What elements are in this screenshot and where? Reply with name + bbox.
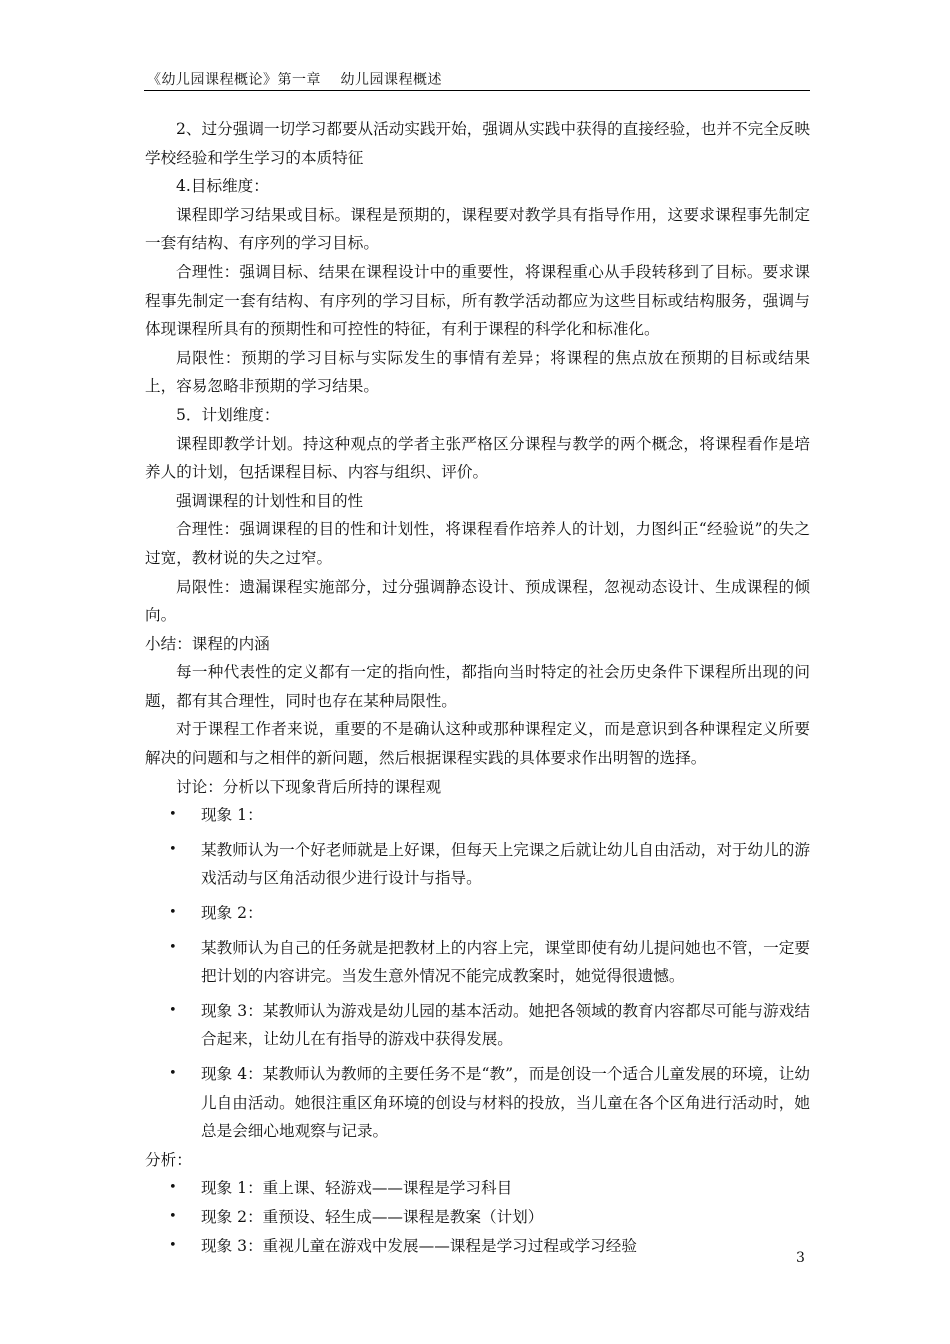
paragraph: 课程即学习结果或目标。课程是预期的，课程要对教学具有指导作用，这要求课程事先制定一套有结构、有序列的学习目标。 [145,205,810,253]
list-item-text: 现象 1： [201,806,263,825]
bullet-icon: • [169,841,177,857]
list-item [145,1232,810,1261]
analysis-list [145,1174,810,1260]
list-item-text: 现象 2： [201,904,263,923]
list-item-text: 某教师认为自己的任务就是把教材上的内容上完，课堂即使有幼儿提问她也不管，一定要把计划的内容讲完。当发生意外情况不能完成教案时，她觉得很遗憾。 [201,938,810,986]
list-item-text: 现象 2：重预设、轻生成——课程是教案（计划） [201,1207,544,1226]
list-item-text: 现象 1：重上课、轻游戏——课程是学习科目 [201,1179,513,1198]
list-item [145,836,810,893]
paragraph: 2、过分强调一切学习都要从活动实践开始，强调从实践中获得的直接经验，也并不完全反映学校经验和学生学习的本质特征 [145,120,810,167]
analysis-heading: 分析： [145,1150,192,1169]
bullet-icon: • [169,807,177,823]
list-item [145,1060,810,1146]
document-body [145,115,810,1260]
list-item [145,934,810,991]
page-number: 3 [796,1250,805,1266]
list-item [145,997,810,1054]
bullet-icon: • [169,939,177,955]
bullet-icon: • [169,1002,177,1018]
bullet-icon: • [169,1066,177,1081]
bullet-icon: • [169,1237,177,1253]
summary-heading: 小结：课程的内涵 [145,634,270,653]
bullet-icon: • [169,1208,177,1224]
paragraph: 对于课程工作者来说，重要的不是确认这种或那种课程定义，而是意识到各种课程定义所要解决的问题和与之相伴的新问题，然后根据课程实践的具体要求作出明智的选择。 [145,720,810,768]
bullet-icon: • [169,905,177,921]
section-heading-plan: 5．计划维度： [176,405,280,424]
list-item [145,899,810,928]
section-heading-goal: 4.目标维度： [176,177,269,196]
paragraph: 局限性：预期的学习目标与实际发生的事情有差异；将课程的焦点放在预期的目标或结果上，容易忽略非预期的学习结果。 [145,348,810,396]
paragraph: 强调课程的计划性和目的性 [176,491,364,510]
paragraph: 每一种代表性的定义都有一定的指向性，都指向当时特定的社会历史条件下课程所出现的问题，都有其合理性，同时也存在某种局限性。 [145,663,810,710]
list-item-text: 某教师认为一个好老师就是上好课，但每天上完课之后就让幼儿自由活动，对于幼儿的游戏活动与区角活动很少进行设计与指导。 [201,840,810,888]
list-item [145,1203,810,1232]
bullet-icon: • [169,1180,177,1196]
header-divider [144,90,810,91]
paragraph: 合理性：强调目标、结果在课程设计中的重要性，将课程重心从手段转移到了目标。要求课程事先制定一套有结构、有序列的学习目标，所有教学活动都应为这些目标或结构服务，强调与体现课程所具有的预期性和可控性的特征，有利于课程的科学化和标准化。 [145,262,810,339]
list-item-text: 现象 3：重视儿童在游戏中发展——课程是学习过程或学习经验 [201,1236,637,1255]
paragraph: 课程即教学计划。持这种观点的学者主张严格区分课程与教学的两个概念，将课程看作是培养人的计划，包括课程目标、内容与组织、评价。 [145,434,810,482]
discussion-list [145,801,810,1146]
list-item [145,1174,810,1203]
paragraph: 局限性：遗漏课程实施部分，过分强调静态设计、预成课程，忽视动态设计、生成课程的倾向。 [145,577,810,625]
list-item-text: 现象 4：某教师认为教师的主要任务不是“教”，而是创设一个适合儿童发展的环境，让幼儿自由活动。她很注重区角环境的创设与材料的投放，当儿童在各个区角进行活动时，她总是会细心地观察与记录。 [201,1065,810,1141]
paragraph: 合理性：强调课程的目的性和计划性，将课程看作培养人的计划，力图纠正“经验说”的失之过宽，教材说的失之过窄。 [145,520,810,567]
discussion-heading: 讨论：分析以下现象背后所持的课程观 [176,777,442,796]
running-header: 《幼儿园课程概论》第一章 幼儿园课程概述 [147,72,442,88]
list-item-text: 现象 3：某教师认为游戏是幼儿园的基本活动。她把各领域的教育内容都尽可能与游戏结合起来，让幼儿在有指导的游戏中获得发展。 [201,1001,810,1049]
list-item [145,801,810,830]
